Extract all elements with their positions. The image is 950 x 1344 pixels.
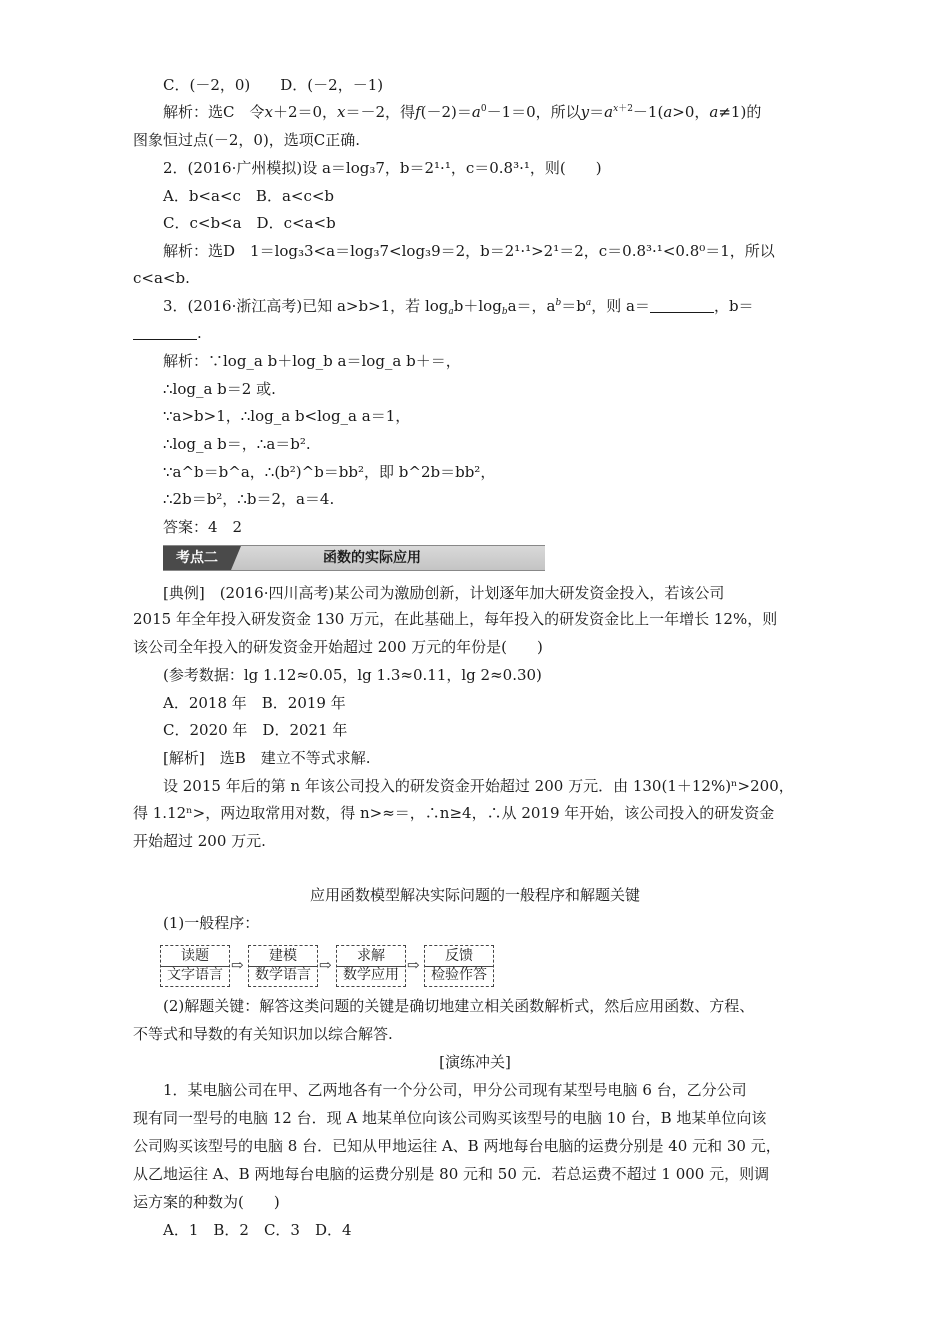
practice-line: 运方案的种数为( ) (133, 1193, 280, 1211)
solution-line (163, 102, 761, 122)
text-run: ，则 a＝ (591, 297, 650, 315)
flow-box-top: 求解 (357, 948, 385, 964)
sub-a: a (448, 307, 454, 317)
section-title: 函数的实际应用 (323, 550, 421, 566)
exp-x-plus-2: x＋2 (613, 104, 633, 114)
text-run: a＝，a (507, 297, 556, 315)
exp-zero: 0 (480, 104, 487, 114)
flow-box-read (160, 945, 230, 987)
text-run: ，b＝ (713, 297, 754, 315)
text-run: 3．(2016·浙江高考)已知 a>b>1，若 log (163, 297, 449, 315)
practice-line: 现有同一型号的电脑 12 台．现 A 地某单位向该公司购买该型号的电脑 10 台，B 地某单位向该 (133, 1109, 767, 1127)
flow-box-bottom: 检验作答 (425, 966, 493, 984)
text-run: ＝ (589, 103, 605, 121)
answer-line: 答案：4 2 (163, 518, 243, 536)
solution-line: ∴log_a b＝2 或. (163, 380, 276, 398)
solution-line: 得 1.12ⁿ>，两边取常用对数，得 n>≈＝，∴n≥4，∴从 2019 年开始，该公司投入的研发资金 (133, 804, 775, 822)
solution-line: [解析] 选B 建立不等式求解. (163, 749, 371, 767)
question-line (163, 296, 754, 316)
answer-blank-line (133, 323, 202, 343)
answer-blank (650, 298, 714, 313)
solution-line: 图象恒过点(－2，0)，选项C正确. (133, 131, 361, 149)
flow-box-bottom: 数学应用 (337, 966, 405, 984)
exp-b: b (555, 298, 562, 308)
solution-line: ∴2b＝b²，∴b＝2，a＝4. (163, 490, 335, 508)
solution-line: 解析：∵log_a b＋log_b a＝log_a b＋＝， (163, 352, 461, 370)
var-a: a (471, 103, 481, 121)
text-run: ＝－2，得 (345, 103, 416, 121)
flow-arrow-icon: ⇨ (231, 956, 244, 974)
example-line: 2015 年全年投入研发资金 130 万元，在此基础上，每年投入的研发资金比上一年增长 12%，则 (133, 610, 778, 628)
solution-line: ∵a>b>1，∴log_a b<log_a a＝1， (163, 407, 411, 425)
practice-line: 公司购买该型号的电脑 8 台．已知从甲地运往 A、B 两地每台电脑的运费分别是 40 元和 30 元， (133, 1137, 781, 1155)
flow-box-top: 反馈 (445, 948, 473, 964)
method-title: 应用函数模型解决实际问题的一般程序和解题关键 (309, 886, 640, 904)
flow-box-top: 建模 (269, 948, 297, 964)
method-key-line: 不等式和导数的有关知识加以综合解答. (133, 1025, 393, 1043)
text-run: ＝b (561, 297, 586, 315)
text-run: (－2)＝ (420, 103, 472, 121)
flow-box-solve (336, 945, 406, 987)
flow-arrow-icon: ⇨ (407, 956, 420, 974)
practice-line: 1．某电脑公司在甲、乙两地各有一个分公司，甲分公司现有某型号电脑 6 台，乙分公司 (163, 1081, 747, 1099)
solution-line: c<a<b. (133, 269, 190, 287)
var-f: f (415, 103, 421, 121)
text-run: 解析：选C 令 (163, 103, 265, 121)
option-line: C．2020 年 D．2021 年 (163, 721, 348, 739)
solution-line: 解析：选D 1＝log₃3<a＝log₃7<log₃9＝2，b＝2¹·¹>2¹＝2，c＝0.8³·¹<0.8⁰＝1，所以 (163, 242, 775, 260)
text-run: －1＝0，所以 (486, 103, 581, 121)
answer-blank (133, 325, 197, 340)
option-line: A．1 B．2 C．3 D．4 (163, 1221, 352, 1239)
flow-box-model (248, 945, 318, 987)
text-run: >0， (672, 103, 710, 121)
text-run: . (197, 324, 202, 342)
solution-line: 设 2015 年后的第 n 年该公司投入的研发资金开始超过 200 万元．由 130(1＋12%)ⁿ>200， (163, 777, 794, 795)
method-key-line: (2)解题关键：解答这类问题的关键是确切地建立相关函数解析式，然后应用函数、方程、 (163, 997, 755, 1015)
example-line: 该公司全年投入的研发资金开始超过 200 万元的年份是( ) (133, 638, 543, 656)
example-line: [典例] (2016·四川高考)某公司为激励创新，计划逐年加大研发资金投入，若该公司 (163, 584, 725, 602)
flow-box-bottom: 文字语言 (161, 966, 229, 984)
flow-arrow-icon: ⇨ (319, 956, 332, 974)
question-line: 2．(2016·广州模拟)设 a＝log₃7，b＝2¹·¹，c＝0.8³·¹，则( ) (163, 159, 602, 177)
var-a: a (709, 103, 719, 121)
practice-line: 从乙地运往 A、B 两地每台电脑的运费分别是 80 元和 50 元．若总运费不超过 1 000 元，则调 (133, 1165, 770, 1183)
option-line: C．(－2，0) D．(－2，－1) (163, 76, 384, 94)
text-run: －1( (632, 103, 664, 121)
text-run: ≠1)的 (718, 103, 762, 121)
text-run: b＋log (453, 297, 502, 315)
solution-line: ∴log_a b＝，∴a＝b². (163, 435, 311, 453)
flow-box-bottom: 数学语言 (249, 966, 317, 984)
option-line: C．c<b<a D．c<a<b (163, 214, 336, 232)
var-x: x (337, 103, 346, 121)
method-step-label: (1)一般程序： (163, 914, 260, 932)
section-header (163, 545, 545, 571)
option-line: A．2018 年 B．2019 年 (163, 694, 346, 712)
flow-box-top: 读题 (181, 948, 209, 964)
solution-line: 开始超过 200 万元. (133, 832, 266, 850)
option-line: A．b<a<c B．a<c<b (163, 187, 335, 205)
flow-box-feedback (424, 945, 494, 987)
reference-data: (参考数据：lg 1.12≈0.05，lg 1.3≈0.11，lg 2≈0.30) (163, 666, 542, 684)
var-x: x (264, 103, 273, 121)
var-y: y (580, 103, 590, 121)
var-a: a (663, 103, 673, 121)
var-a: a (604, 103, 614, 121)
section-tag: 考点二 (163, 546, 231, 570)
solution-line: ∵a^b＝b^a，∴(b²)^b＝bb²，即 b^2b＝bb²， (163, 463, 496, 481)
exp-a: a (585, 298, 592, 308)
sub-b: b (501, 307, 508, 317)
text-run: ＋2＝0， (272, 103, 338, 121)
practice-title: [演练冲关] (439, 1053, 511, 1071)
